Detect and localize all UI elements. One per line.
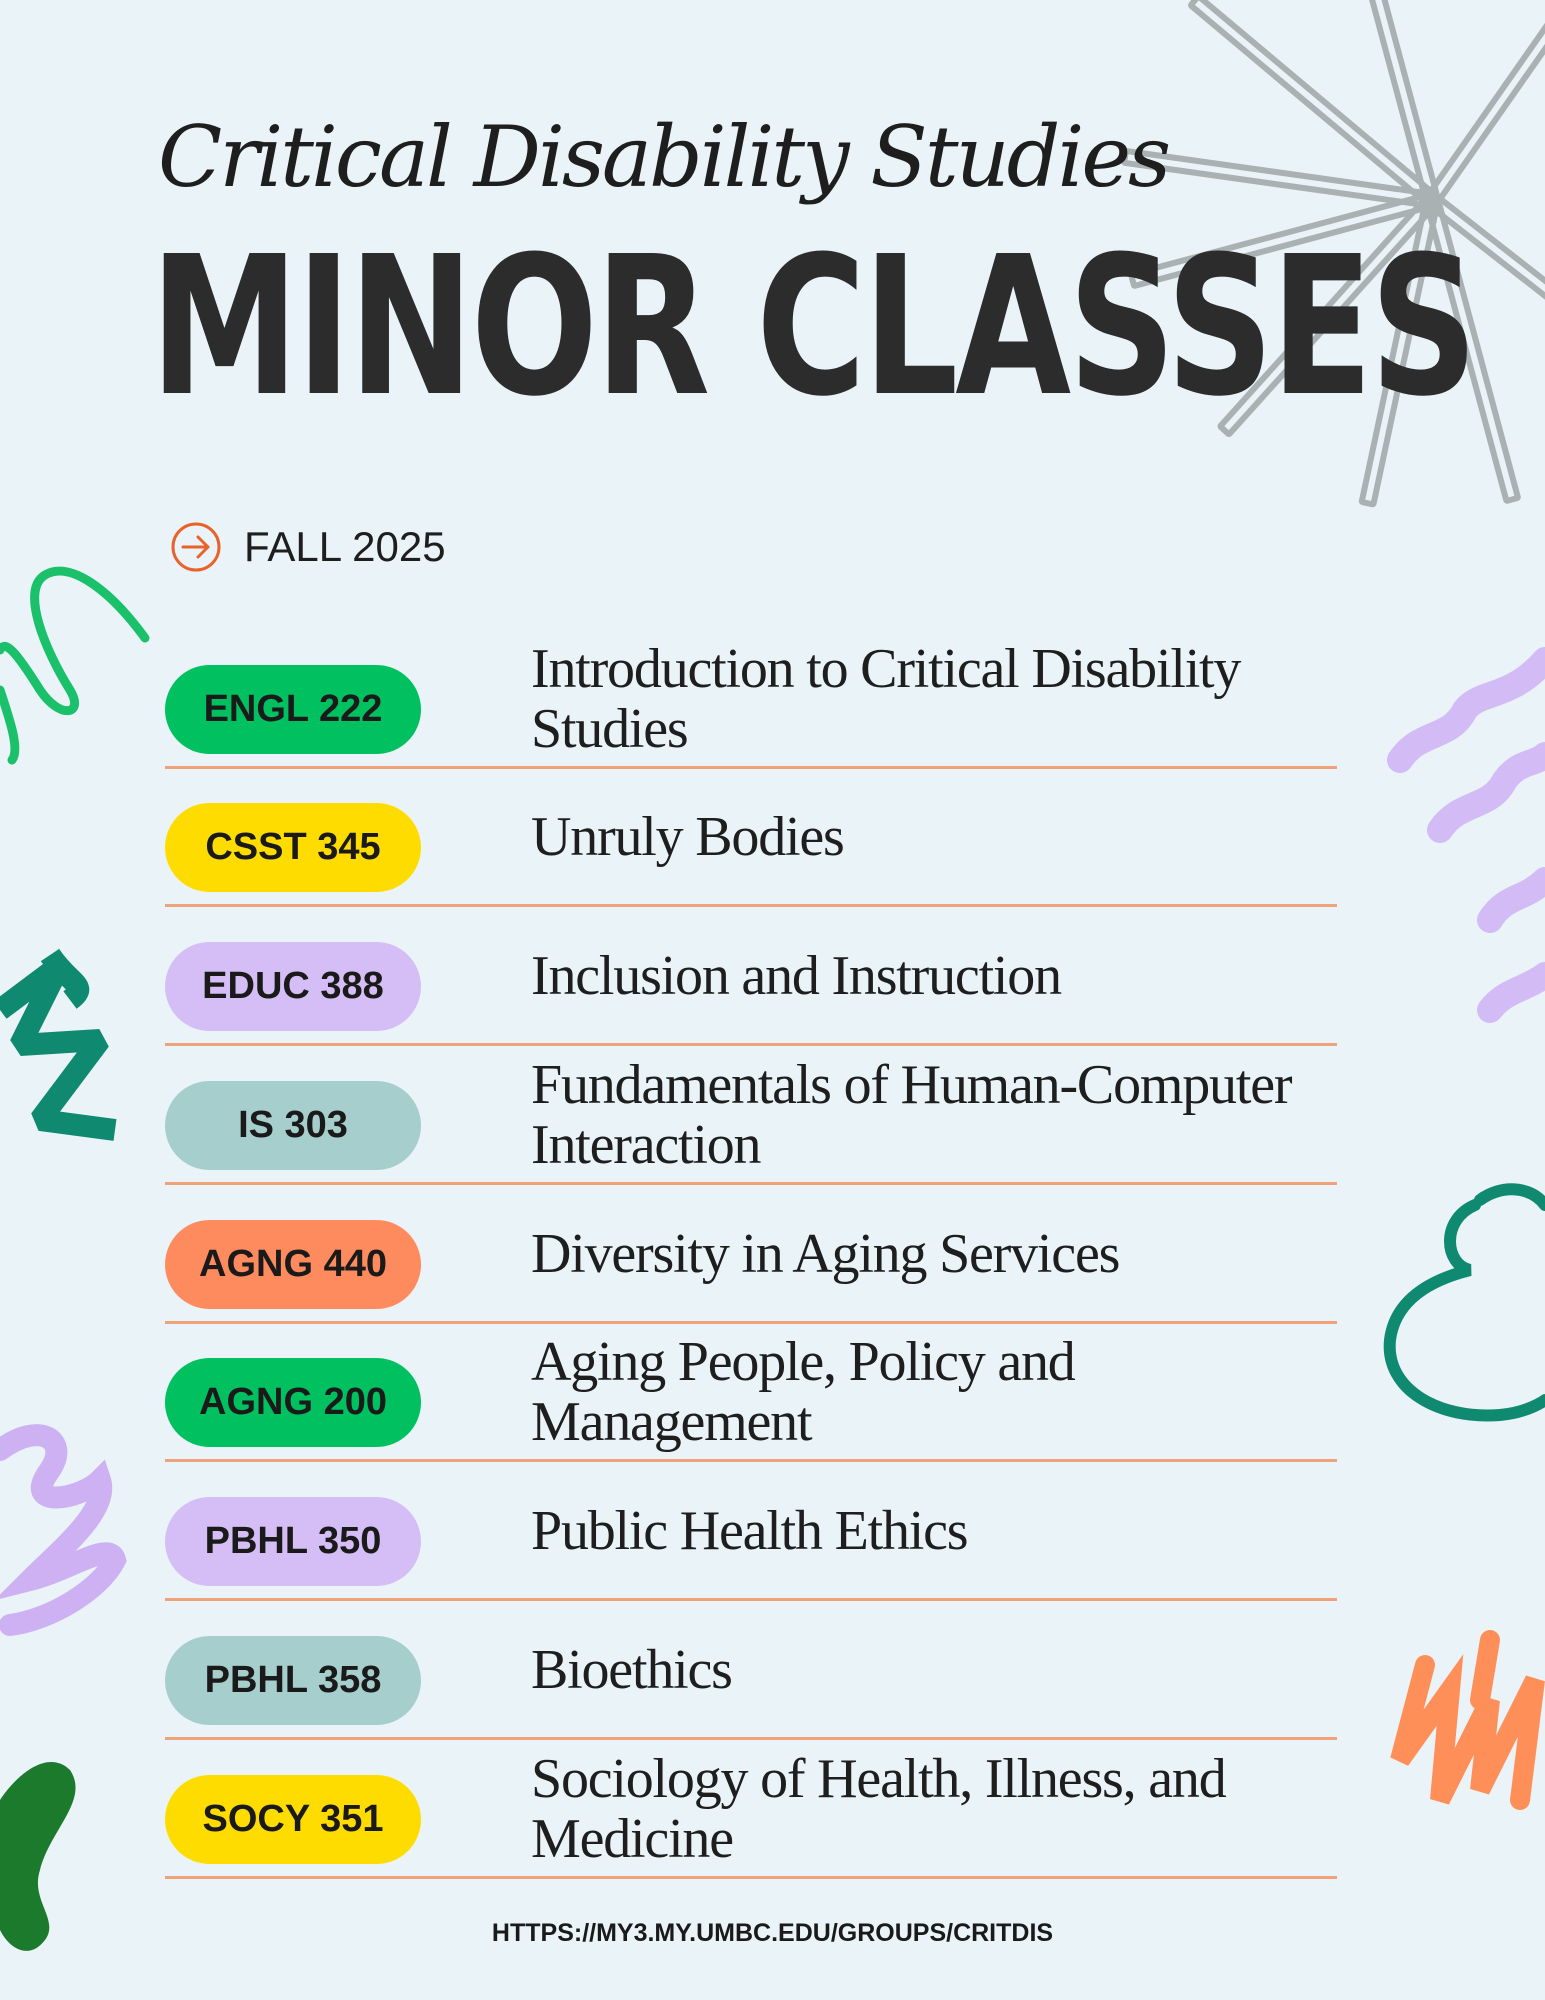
course-name: Sociology of Health, Illness, and Medicine: [531, 1747, 1226, 1870]
course-name: Inclusion and Instruction: [531, 944, 1061, 1007]
arrow-right-circle-icon: [170, 521, 222, 573]
course-name: Unruly Bodies: [531, 805, 844, 868]
term-heading: [170, 520, 446, 574]
footer-url: HTTPS://MY3.MY.UMBC.EDU/GROUPS/CRITDIS: [491, 1919, 1054, 1947]
course-code-badge: ENGL 222: [165, 665, 421, 754]
row-divider: [165, 1876, 1337, 1879]
term-label: FALL 2025: [244, 523, 446, 570]
green-squiggle-icon: [0, 571, 145, 760]
course-code-badge: AGNG 440: [165, 1220, 421, 1309]
course-code-badge: EDUC 388: [165, 942, 421, 1031]
course-name: Introduction to Critical Disability Studies: [531, 637, 1241, 760]
course-code-badge: PBHL 358: [165, 1636, 421, 1725]
course-row: [165, 769, 1337, 907]
page-title: MINOR CLASSES: [150, 216, 1475, 439]
course-row: [165, 1324, 1337, 1462]
course-row: [165, 1047, 1337, 1185]
course-row: [165, 1463, 1337, 1601]
purple-scribble-icon: [0, 1435, 115, 1625]
course-name: Diversity in Aging Services: [531, 1222, 1120, 1285]
teal-zigzag-icon: [0, 955, 115, 1130]
orange-zigzag-icon: [1400, 1640, 1535, 1800]
row-divider: [165, 1737, 1337, 1740]
course-name: Aging People, Policy and Management: [531, 1330, 1075, 1453]
course-row: [165, 1186, 1337, 1324]
course-row: [165, 1741, 1337, 1879]
row-divider: [165, 1459, 1337, 1462]
row-divider: [165, 1182, 1337, 1185]
course-row: [165, 631, 1337, 769]
subtitle: Critical Disability Studies: [158, 108, 1169, 206]
row-divider: [165, 1598, 1337, 1601]
lavender-wavy-strokes-icon: [1400, 660, 1545, 1010]
course-name: Fundamentals of Human-Computer Interaction: [531, 1053, 1292, 1176]
course-name: Public Health Ethics: [531, 1499, 968, 1562]
course-code-badge: IS 303: [165, 1081, 421, 1170]
course-row: [165, 1602, 1337, 1740]
course-code-badge: CSST 345: [165, 803, 421, 892]
teal-loop-icon: [1390, 1189, 1545, 1415]
course-name: Bioethics: [531, 1638, 732, 1701]
course-code-badge: SOCY 351: [165, 1775, 421, 1864]
row-divider: [165, 1043, 1337, 1046]
row-divider: [165, 904, 1337, 907]
course-code-badge: PBHL 350: [165, 1497, 421, 1586]
course-row: [165, 908, 1337, 1046]
course-code-badge: AGNG 200: [165, 1358, 421, 1447]
